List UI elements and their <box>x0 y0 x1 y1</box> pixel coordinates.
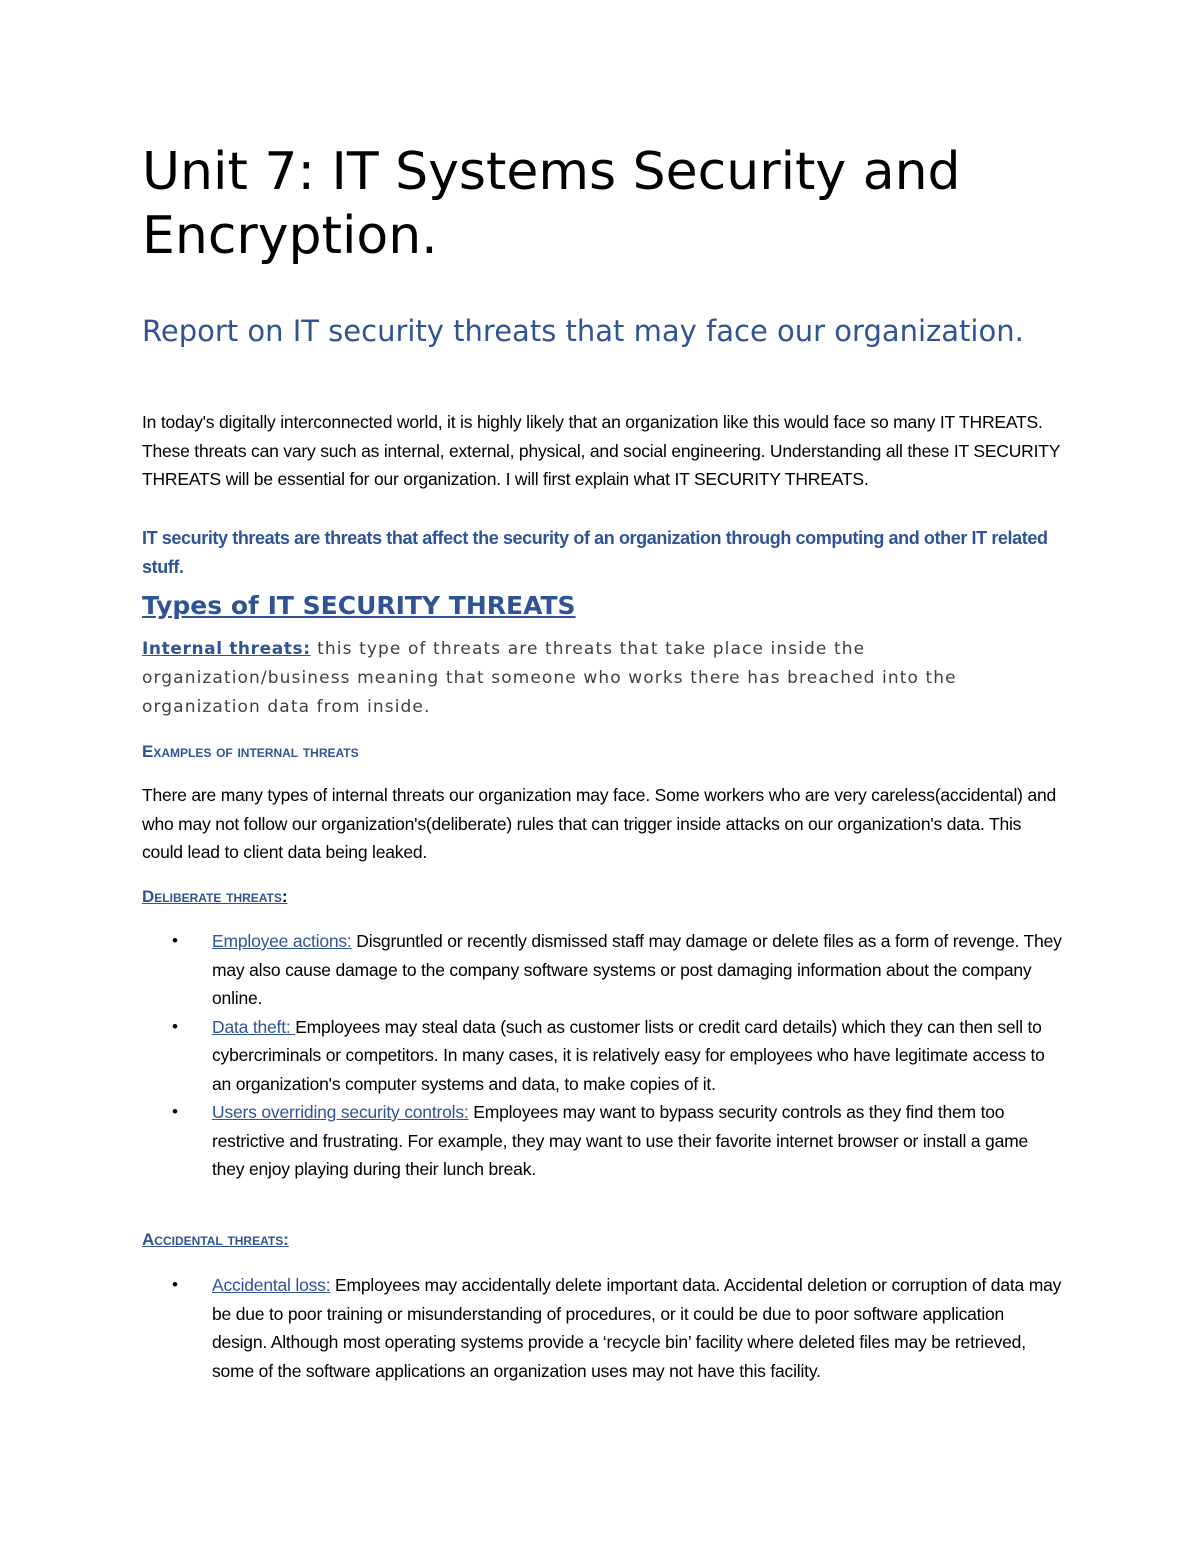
list-item <box>142 1271 1062 1385</box>
deliberate-threats-label: Deliberate threats <box>142 887 282 906</box>
intro-paragraph: In today's digitally interconnected world, it is highly likely that an organization like this would face so many IT THREATS. These threats can vary such as internal, external, physical, and social engineering. Understanding all these IT SECURITY THREATS will be essential for our organization. I will first explain what IT SECURITY THREATS. <box>142 412 1060 489</box>
list-item <box>142 1013 1062 1099</box>
deliberate-threats-colon: : <box>281 887 288 906</box>
list-item-text: Employees may accidentally delete important data. Accidental deletion or corruption of data may be due to poor training or misunderstanding of procedures, or it could be due to poor software application design. Although most operating systems provide a ‘recycle bin’ facility where deleted files may be retrieved, some of the software applications an organization uses may not have this facility. <box>212 1275 1062 1381</box>
internal-threats-text: this type of threats are threats that take place inside the organization/business meaning that someone who works there has breached into the organization data from inside. <box>142 639 957 717</box>
internal-threats-paragraph <box>142 635 1062 722</box>
list-item-text: Disgruntled or recently dismissed staff may damage or delete files as a form of revenge. They may also cause damage to the company software systems or post damaging information about the company online. <box>212 931 1062 1008</box>
deliberate-threats-heading <box>142 885 288 909</box>
list-item <box>142 1098 1062 1184</box>
list-item-term: Users overriding security controls: <box>212 1102 469 1122</box>
internal-threats-label: Internal threats: <box>142 639 311 659</box>
deliberate-threats-list <box>142 927 1062 1184</box>
list-item-term: Data theft: <box>212 1016 296 1037</box>
bullet-icon: • <box>172 1275 178 1294</box>
accidental-threats-list <box>142 1271 1062 1385</box>
list-item-term: Accidental loss: <box>212 1275 331 1295</box>
bullet-icon: • <box>172 1102 178 1121</box>
list-item-term: Employee actions: <box>212 931 352 951</box>
document-subtitle: Report on IT security threats that may face our organization. <box>142 314 1024 348</box>
bullet-icon: • <box>172 931 178 950</box>
bullet-icon: • <box>172 1016 178 1036</box>
examples-heading: Examples of internal threats <box>142 742 359 761</box>
types-heading: Types of IT SECURITY THREATS <box>142 591 576 620</box>
examples-paragraph: There are many types of internal threats our organization may face. Some workers who are very careless(accidental) and who may not follow our organization's(deliberate) rules that can trigger inside attacks on our organization's data. This could lead to client data being leaked. <box>142 785 1057 862</box>
accidental-threats-heading: Accidental threats: <box>142 1230 289 1249</box>
document-title: Unit 7: IT Systems Security and Encryption. <box>142 142 961 266</box>
list-item-text: Employees may steal data (such as customer lists or credit card details) which they can then sell to cybercriminals or competitors. In many cases, it is relatively easy for employees who have legitimate access to an organization's computer systems and data, to make copies of it. <box>212 1016 1045 1094</box>
list-item <box>142 927 1062 1013</box>
list-item-text: Employees may want to bypass security controls as they find them too restrictive and frustrating. For example, they may want to use their favorite internet browser or install a game they enjoy playing during their lunch break. <box>212 1102 1029 1179</box>
definition-paragraph: IT security threats are threats that affect the security of an organization through computing and other IT related stuff. <box>142 528 1048 577</box>
